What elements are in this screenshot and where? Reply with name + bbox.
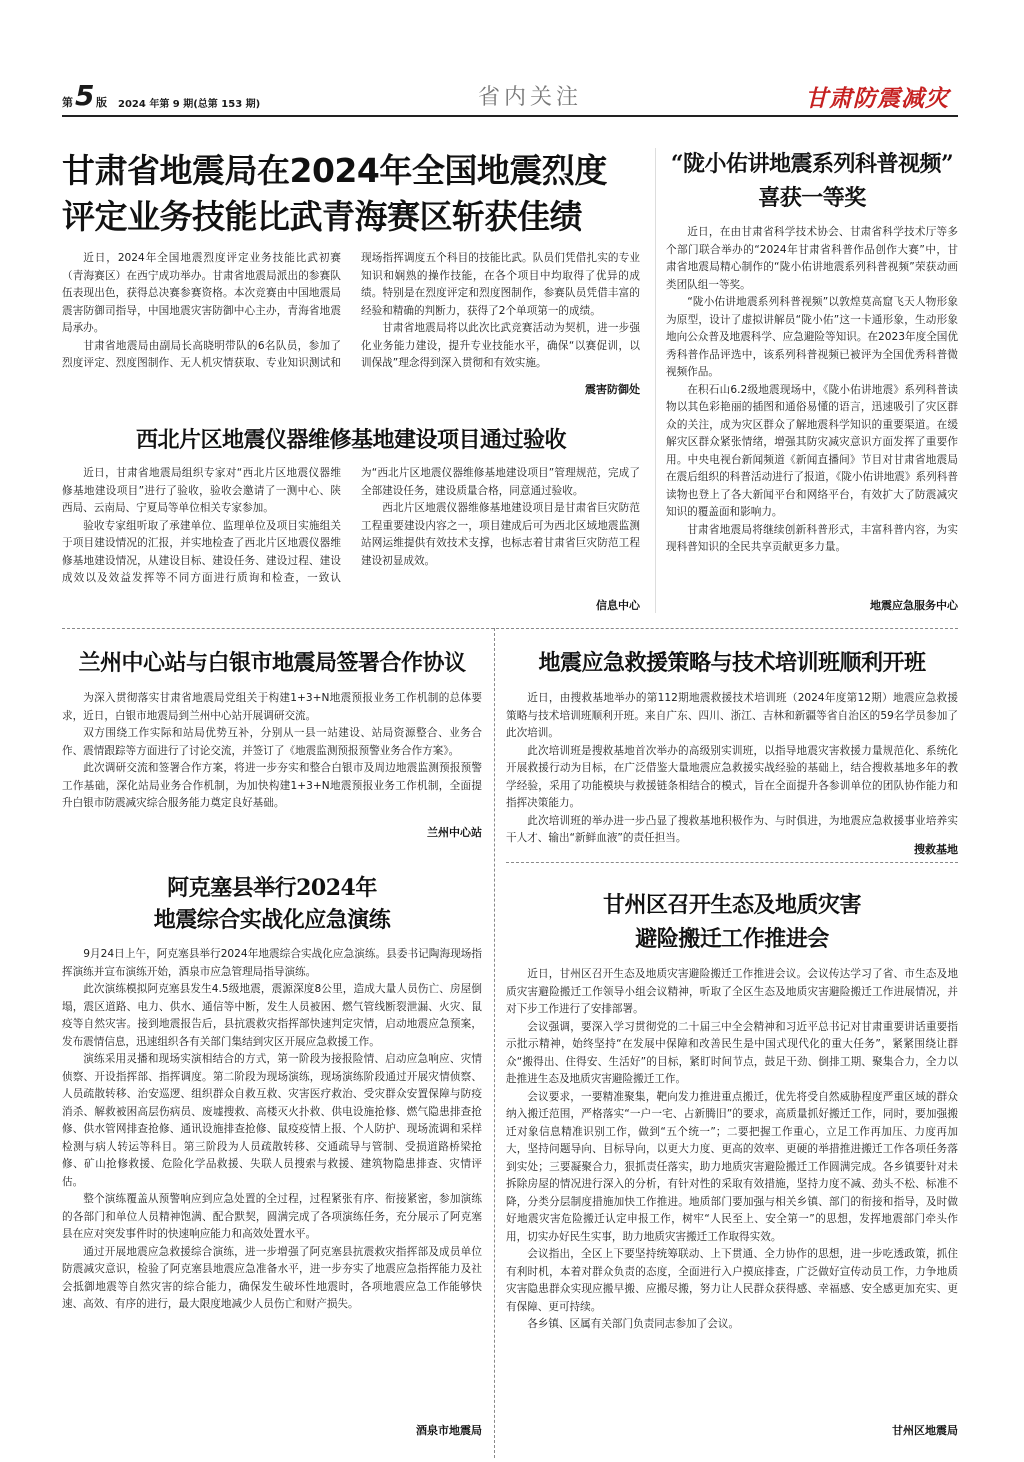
paragraph: 此次培训班的举办进一步凸显了搜救基地积极作为、与时俱进，为地震应急救援事业培养实干人才、输出“新鲜血液”的责任担当。 xyxy=(506,814,958,844)
paragraph: 近日，2024年全国地震烈度评定业务技能比武初赛（青海赛区）在西宁成功举办。甘肃省地震局派出的参赛队伍表现出色，获得总决赛参赛资格。本次竞赛由中国地震局震害防御司指导，中国地震灾害防御中心主办，青海省地震局承办。 xyxy=(62,252,341,334)
article-source: 兰州中心站 xyxy=(427,826,482,839)
article-body xyxy=(62,465,640,610)
article-source: 搜救基地 xyxy=(914,843,958,856)
section-divider xyxy=(506,862,958,863)
paragraph: 各乡镇、区属有关部门负责同志参加了会议。 xyxy=(527,1318,740,1330)
paragraph: 甘肃省地震局将以此次比武竞赛活动为契机，进一步强化业务能力建设，提升专业技能水平，确保“以赛促训，以训保战”理念得到深入贯彻和有效实施。 xyxy=(361,322,640,369)
section-title: 省内关注 xyxy=(477,85,582,110)
paragraph: 验收专家组听取了承建单位、监理单位及项目实施组关于项目建设情况的汇报，并实地检查了西北片区地震仪器维修基地建设情况，从建设目标、建设任务、建设过程、建设成效以及效益发挥等不同方面进行质询和检查，一致认为“西北片区地震仪器维修基地建设项目”管理规范，完成了全部建设任务，建设质量合格，同意通过验收。 xyxy=(62,467,640,584)
page-prefix: 第 xyxy=(62,96,73,109)
article-source: 酒泉市地震局 xyxy=(416,1424,482,1437)
article-body xyxy=(666,224,958,557)
article-title-line2: 避险搬迁工作推进会 xyxy=(635,926,829,952)
paragraph: 甘肃省地震局将继续创新科普形式，丰富科普内容，为实现科普知识的全民共享贡献更多力量。 xyxy=(666,523,958,553)
paragraph: 会议强调，要深入学习贯彻党的二十届三中全会精神和习近平总书记对甘肃重要讲话重要指示批示精神，始终坚持“在发展中保障和改善民生是中国式现代化的重大任务”，紧紧围绕让群众“搬得出、住得安、生活好”的目标，紧盯时间节点，鼓足干劲、倒排工期、聚集合力，全力以赴推进生态及地质灾害避险搬迁工作。 xyxy=(506,1020,958,1085)
article-body xyxy=(506,690,958,848)
paragraph: 此次演练模拟阿克塞县发生4.5级地震，震源深度8公里，造成大量人员伤亡、房屋倒塌，震区道路、电力、供水、通信等中断，发生人员被困、燃气管线断裂泄漏、火灾、鼠疫等自然灾害。接到地震报告后，县抗震救灾指挥部快速判定灾情，启动地震应急预案，发布震情信息，迅速组织各有关部门集结到灾区开展应急救援工作。 xyxy=(62,983,482,1048)
column-divider xyxy=(655,148,656,613)
article-title-line1: 甘肃省地震局在2024年全国地震烈度 xyxy=(62,151,607,190)
paragraph: 近日，甘肃省地震局组织专家对“西北片区地震仪器维修基地建设项目”进行了验收，验收会邀请了一测中心、陕西局、云南局、宁夏局等单位相关专家参加。 xyxy=(62,467,341,514)
paragraph: 近日，由搜救基地举办的第112期地震救援技术培训班（2024年度第12期）地震应急救援策略与技术培训班顺利开班。来自广东、四川、浙江、吉林和新疆等省自治区的59名学员参加了此次培训。 xyxy=(506,692,958,739)
article-source: 震害防御处 xyxy=(585,383,640,396)
paragraph: 会议指出，全区上下要坚持统筹联动、上下贯通、全力协作的思想，进一步吃透政策，抓住有利时机，本着对群众负责的态度，全面进行入户摸底排查，广泛做好宣传动员工作，力争地质灾害隐患群众实现应搬早搬、应搬尽搬，努力让人民群众获得感、幸福感、安全感更加充实、更有保障、更可持续。 xyxy=(506,1248,958,1313)
article-title-line1: “陇小佑讲地震系列科普视频” xyxy=(670,151,954,177)
paragraph: 近日，在由甘肃省科学技术协会、甘肃省科学技术厅等多个部门联合举办的“2024年甘肃省科普作品创作大赛”中，甘肃省地震局精心制作的“陇小佑讲地震系列科普视频”荣获动画类团队组一等奖。 xyxy=(666,226,958,291)
article-title-line1: 阿克塞县举行2024年 xyxy=(167,875,377,901)
paragraph: 双方围绕工作实际和站局优势互补，分别从一县一站建设、站局资源整合、业务合作、震情跟踪等方面进行了讨论交流，并签订了《地震监测预报预警业务合作方案》。 xyxy=(62,727,482,757)
section-divider xyxy=(62,628,958,629)
article-title: 地震应急救援策略与技术培训班顺利开班 xyxy=(538,650,926,676)
paragraph: 演练采用灵播和现场实演相结合的方式，第一阶段为接报险情、启动应急响应、灾情侦察、开设指挥部、指挥调度。第二阶段为现场演练，现场演练阶段通过开展灾情侦察、人员疏散转移、治安巡逻、组织群众自救互救、灾害医疗救治、受灾群众安置保障与防疫消杀、解救被困高层伤病员、废墟搜救、高楼灭火扑救、供电设施抢修、燃气隐患排查抢修、供水管网排查抢修、通讯设施排查抢修、鼠疫疫情上报、个人防护、现场流调和采样检测与病人转运等科目。第三阶段为人员疏散转移、交通疏导与管制、受损道路桥梁抢修、矿山抢修救援、危险化学品救援、失联人员搜索与救援、建筑物隐患排查、灾情评估。 xyxy=(62,1053,482,1188)
paragraph: 整个演练覆盖从预警响应到应急处置的全过程，过程紧张有序、衔接紧密，参加演练的各部门和单位人员精神饱满、配合默契，圆满完成了各项演练任务，充分展示了阿克塞县在应对突发事件时的快速响应能力和高效处置水平。 xyxy=(62,1193,482,1240)
article-title-line2: 评定业务技能比武青海赛区斩获佳绩 xyxy=(62,197,582,236)
article-body xyxy=(62,690,482,813)
article-source: 地震应急服务中心 xyxy=(870,599,958,612)
article-body xyxy=(62,946,482,1314)
article-title-line2: 地震综合实战化应急演练 xyxy=(153,907,391,933)
paragraph: 近日，甘州区召开生态及地质灾害避险搬迁工作推进会议。会议传达学习了省、市生态及地质灾害避险搬迁工作领导小组会议精神，听取了全区生态及地质灾害避险搬迁工作进展情况，并对下步工作进行了安排部署。 xyxy=(506,968,958,1015)
page-number: 5 xyxy=(75,79,95,112)
brand-logo: 甘肃防震减灾 xyxy=(805,85,949,112)
article-title-line1: 甘州区召开生态及地质灾害 xyxy=(602,892,861,918)
paragraph: “陇小佑讲地震系列科普视频”以敦煌莫高窟飞天人物形象为原型，设计了虚拟讲解员“陇小佑”这一卡通形象，生动形象地向公众普及地震科学、应急避险等知识。在2023年度全国优秀科普作品评选中，该系列科普视频已被评为全国优秀科普微视频作品。 xyxy=(666,296,958,378)
page-suffix: 版 xyxy=(96,96,107,109)
paragraph: 通过开展地震应急救援综合演练，进一步增强了阿克塞县抗震救灾指挥部及成员单位防震减灾意识，检验了阿克塞县地震应急准备水平，进一步夯实了地震应急指挥能力及社会抵御地震等自然灾害的综合能力，确保发生破坏性地震时，各项地震应急工作能够快速、高效、有序的进行，最大限度地减少人员伤亡和财产损失。 xyxy=(62,1245,482,1310)
paragraph: 西北片区地震仪器维修基地建设项目是甘肃省巨灾防范工程重要建设内容之一，项目建成后可为西北区域地震监测站网运维提供有效技术支撑，也标志着甘肃省巨灾防范工程建设初显成效。 xyxy=(361,502,640,567)
article-body xyxy=(62,250,640,395)
article-body xyxy=(506,966,958,1334)
paragraph: 会议要求，一要精准聚集，靶向发力推进重点搬迁，优先将受自然威胁程度严重区域的群众纳入搬迁范围，严格落实“一户一宅、占新腾旧”的要求，高质量抓好搬迁工作，同时，要加强搬迁对象信息精准识别工作，做到“五个统一”；二要把握工作重心，立足工作再加压、力度再加大，坚持问题导向、目标导向，以更大力度、更高的效率、更硬的举措推进搬迁工作各项任务落到实处；三要凝聚合力，狠抓责任落实，助力地质灾害避险搬迁工作圆满完成。各乡镇要针对未拆除房屋的情况进行深入的分析，有针对性的采取有效措施，坚持力度不减、劲头不松、标准不降，分类分层制度措施加快工作推进。地质部门要加强与相关乡镇、部门的衔接和指导，及时做好地震灾害危险搬迁认定申报工作，树牢“人民至上、安全第一”的思想，发挥地震部门牵头作用，切实办好民生实事，助力地质灾害搬迁工作取得实效。 xyxy=(506,1090,958,1243)
issue-info: 2024 年第 9 期(总第 153 期) xyxy=(118,99,261,110)
paragraph: 此次调研交流和签署合作方案，将进一步夯实和整合白银市及周边地震监测预报预警工作基础，深化站局业务合作机制，为加快构建1+3+N地震预报业务工作机制，全面提升白银市防震减灾综合服务能力奠定良好基础。 xyxy=(62,762,482,809)
article-title: 西北片区地震仪器维修基地建设项目通过验收 xyxy=(135,427,566,453)
paragraph: 甘肃省地震局由副局长高晓明带队的6名队员，参加了烈度评定、烈度图制作、无人机灾情获取、专业知识测试和现场指挥调度五个科目的技能比武。队员们凭借扎实的专业知识和娴熟的操作技能，在各个项目中均取得了优异的成绩。特别是在烈度评定和烈度图制作，参赛队员凭借丰富的经验和精确的判断力，获得了2个单项第一的成绩。 xyxy=(62,252,640,369)
article-source: 信息中心 xyxy=(596,599,640,612)
header-rule xyxy=(62,115,958,117)
article-title-line2: 喜获一等奖 xyxy=(758,185,866,211)
article-title: 兰州中心站与白银市地震局签署合作协议 xyxy=(78,650,466,676)
column-divider xyxy=(494,628,495,1458)
article-source: 甘州区地震局 xyxy=(892,1424,958,1437)
paragraph: 在积石山6.2级地震现场中，《陇小佑讲地震》系列科普读物以其色彩艳丽的插图和通俗易懂的语言，迅速吸引了灾区群众的关注，成为灾区群众了解地震科学知识的重要渠道。在缓解灾区群众紧张情绪，增强其防灾减灾意识方面发挥了重要作用。中央电视台新闻频道《新闻直播间》节目对甘肃省地震局在震后组织的科普活动进行了报道，《陇小佑讲地震》系列科普读物也登上了各大新闻平台和网络平台，有效扩大了防震减灾知识的覆盖面和影响力。 xyxy=(666,383,958,518)
paragraph: 此次培训班是搜救基地首次举办的高级别实训班，以指导地震灾害救援力量规范化、系统化开展救援行动为目标，在广泛借鉴大量地震应急救援实战经验的基础上，结合搜救基地多年的教学经验，采用了功能模块与救援链条相结合的模式，旨在全面提升各参训单位的团队协作能力和指挥决策能力。 xyxy=(506,744,958,809)
paragraph: 9月24日上午，阿克塞县举行2024年地震综合实战化应急演练。县委书记陶海现场指挥演练并宣布演练开始，酒泉市应急管理局指导演练。 xyxy=(62,948,482,978)
paragraph: 为深入贯彻落实甘肃省地震局党组关于构建1+3+N地震预报业务工作机制的总体要求，近日，白银市地震局到兰州中心站开展调研交流。 xyxy=(62,692,482,722)
